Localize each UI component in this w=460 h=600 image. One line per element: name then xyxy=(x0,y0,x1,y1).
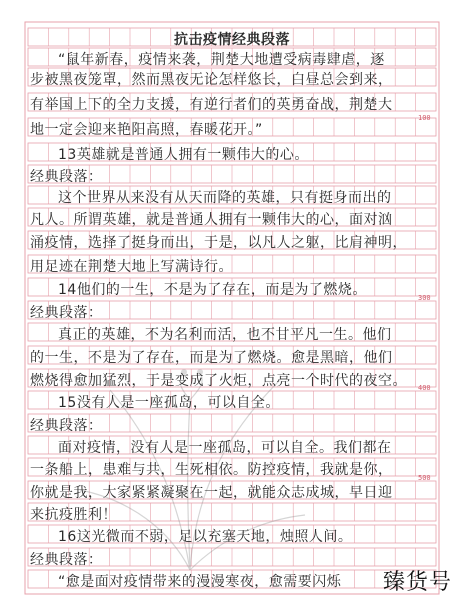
paragraph-line: 用足迹在荆楚大地上写满诗行。 xyxy=(30,259,233,275)
paragraph-line: 真正的英雄，不为名利而活，也不甘平凡一生。他们 xyxy=(58,327,392,343)
essay-title: 抗击疫情经典段落 xyxy=(174,32,290,48)
paragraph-line: 的一生，不是为了存在，而是为了燃烧。愈是黑暗，他们 xyxy=(30,350,393,366)
paragraph-line: 这个世界从来没有从天而降的英雄，只有挺身而出的 xyxy=(58,190,392,206)
section-label: 经典段落： xyxy=(30,305,103,321)
section-heading: 13英雄就是普通人拥有一颗伟大的心。 xyxy=(58,147,309,163)
section-label: 经典段落： xyxy=(30,418,103,434)
watermark-text: 臻货号 xyxy=(382,570,452,595)
paragraph-line: 面对疫情，没有人是一座孤岛，可以自全。我们都在 xyxy=(58,440,392,456)
paragraph-line: 地一定会迎来艳阳高照，春暖花开。” xyxy=(30,122,263,138)
paragraph-line: 来抗疫胜利！ xyxy=(30,507,117,523)
section-label: 经典段落： xyxy=(30,169,103,185)
section-label: 经典段落： xyxy=(30,552,103,568)
paragraph-line: 有举国上下的全力支援，有逆行者们的英勇奋战，荆楚大 xyxy=(30,97,393,113)
paragraph-line: 你就是我，大家紧紧凝聚在一起，就能众志成城，早日迎 xyxy=(30,485,393,501)
section-heading: 15没有人是一座孤岛，可以自全。 xyxy=(58,395,280,411)
paragraph-line: 步被黑夜笼罩，然而黑夜无论怎样悠长，白昼总会到来， xyxy=(30,72,393,88)
section-heading: 14他们的一生，不是为了存在，而是为了燃烧。 xyxy=(58,282,367,298)
paragraph-line: 涌疫情，选择了挺身而出，于是，以凡人之躯，比肩神明， xyxy=(30,235,407,251)
paragraph-line: 燃烧得愈加猛烈，于是变成了火炬，点亮一个时代的夜空。 xyxy=(30,373,407,389)
section-heading: 16这光微而不弱，足以充塞天地，烛照人间。 xyxy=(58,529,353,545)
character-counter: 500 xyxy=(418,474,431,482)
paragraph-line: “鼠年新春，疫情来袭，荆楚大地遭受病毒肆虐，逐 xyxy=(58,52,385,68)
character-counter: 100 xyxy=(418,114,431,122)
paragraph-line: 凡人。所谓英雄，就是普通人拥有一颗伟大的心，面对汹 xyxy=(30,212,393,228)
paragraph-line: “愈是面对疫情带来的漫漫寒夜，愈需要闪烁 xyxy=(58,574,342,590)
character-counter: 300 xyxy=(418,294,431,302)
paragraph-line: 一条船上，患难与共，生死相依。防控疫情，我就是你， xyxy=(30,462,393,478)
character-counter: 400 xyxy=(418,384,431,392)
